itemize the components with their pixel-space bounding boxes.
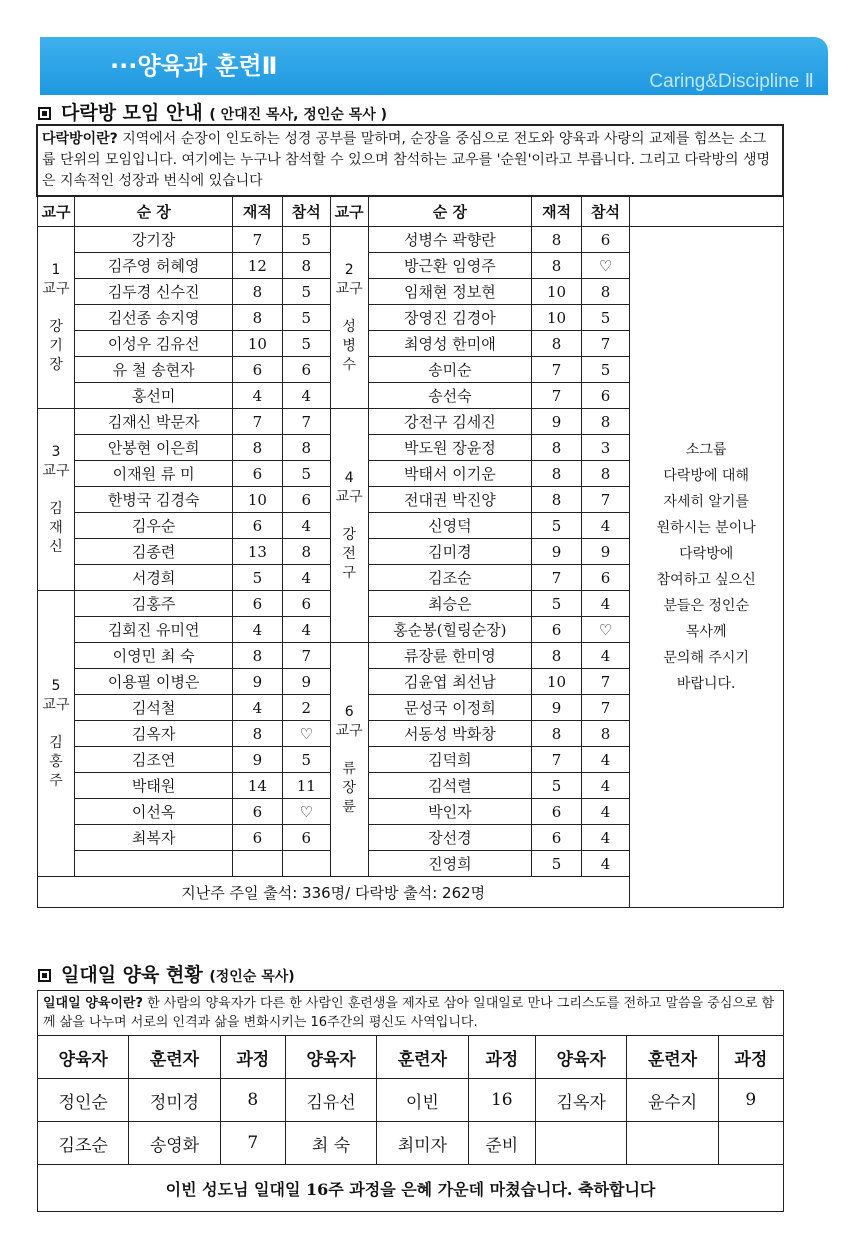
district-label: 1 교구 강 기 장 — [37, 227, 75, 409]
enrolled-cell: 5 — [532, 513, 582, 539]
attended-cell: 11 — [282, 773, 330, 799]
attended-cell: 8 — [582, 461, 630, 487]
table-cell — [718, 1122, 783, 1165]
leader-cell: 이성우 김유선 — [75, 331, 233, 357]
attended-cell: 7 — [282, 409, 330, 435]
leader-cell — [75, 851, 233, 877]
leader-cell: 김주영 허혜영 — [75, 253, 233, 279]
enrolled-cell: 8 — [532, 643, 582, 669]
table-cell: 정인순 — [38, 1079, 129, 1122]
leader-cell: 신영덕 — [368, 513, 532, 539]
leader-cell: 김두경 신수진 — [75, 279, 233, 305]
enrolled-cell: 4 — [232, 695, 282, 721]
header-row — [37, 196, 783, 227]
table-cell: 최미자 — [377, 1122, 468, 1165]
leader-cell: 박태서 이기운 — [368, 461, 532, 487]
column-header: 교구 — [37, 196, 75, 227]
enrolled-cell: 6 — [232, 799, 282, 825]
enrolled-cell: 7 — [532, 747, 582, 773]
attended-cell: 5 — [582, 357, 630, 383]
enrolled-cell: 8 — [232, 643, 282, 669]
leader-cell: 김재신 박문자 — [75, 409, 233, 435]
intro-text: 한 사람의 양육자가 다른 한 사람인 훈련생을 제자로 삼아 일대일로 만나 그리스도를 전하고 말씀을 중심으로 함께 삶을 나누며 서로의 인격과 삶을 변화시키는 16주간의 평신도 사역입니다. — [43, 996, 775, 1030]
leader-cell: 전대권 박진양 — [368, 487, 532, 513]
column-header: 훈련자 — [627, 1036, 718, 1079]
enrolled-cell: 8 — [532, 331, 582, 357]
attended-cell: 5 — [282, 331, 330, 357]
enrolled-cell: 7 — [232, 227, 282, 253]
column-header: 과정 — [220, 1036, 285, 1079]
attended-cell: 8 — [282, 539, 330, 565]
table-cell: 김조순 — [38, 1122, 129, 1165]
column-header: 양육자 — [285, 1036, 376, 1079]
header-banner — [40, 37, 828, 95]
square-bullet-icon — [38, 107, 51, 120]
attended-cell: 8 — [582, 721, 630, 747]
attended-cell: 5 — [282, 305, 330, 331]
enrolled-cell: 9 — [232, 747, 282, 773]
column-header: 훈련자 — [377, 1036, 468, 1079]
enrolled-cell: 6 — [532, 799, 582, 825]
table-row — [38, 1079, 784, 1122]
enrolled-cell: 5 — [532, 591, 582, 617]
darakbang-intro — [37, 125, 783, 196]
enrolled-cell: 8 — [532, 227, 582, 253]
leader-cell: 김우순 — [75, 513, 233, 539]
enrolled-cell: 12 — [232, 253, 282, 279]
attended-cell: 7 — [582, 669, 630, 695]
leader-cell: 송선숙 — [368, 383, 532, 409]
attended-cell: 9 — [582, 539, 630, 565]
enrolled-cell: 8 — [532, 487, 582, 513]
leader-cell: 장선경 — [368, 825, 532, 851]
attended-cell: 4 — [282, 565, 330, 591]
leader-cell: 홍선미 — [75, 383, 233, 409]
attended-cell: 4 — [582, 851, 630, 877]
enrolled-cell: 13 — [232, 539, 282, 565]
attended-cell: 6 — [582, 383, 630, 409]
leader-cell: 문성국 이정희 — [368, 695, 532, 721]
enrolled-cell: 14 — [232, 773, 282, 799]
table-cell: 9 — [718, 1079, 783, 1122]
leader-cell: 방근환 임영주 — [368, 253, 532, 279]
leader-cell: 이재원 류 미 — [75, 461, 233, 487]
enrolled-cell: 8 — [232, 305, 282, 331]
enrolled-cell: 7 — [532, 565, 582, 591]
enrolled-cell: 8 — [232, 435, 282, 461]
leader-cell: 송미순 — [368, 357, 532, 383]
column-header: 과정 — [468, 1036, 536, 1079]
column-header: 순 장 — [368, 196, 532, 227]
leader-cell: 진영희 — [368, 851, 532, 877]
page-title: ···양육과 훈련Ⅱ — [110, 52, 278, 80]
leader-cell: 김선종 송지영 — [75, 305, 233, 331]
leader-cell: 최영성 한미애 — [368, 331, 532, 357]
section-darakbang-heading — [38, 98, 387, 125]
square-bullet-icon — [38, 969, 51, 982]
enrolled-cell: 6 — [532, 617, 582, 643]
attended-cell: 8 — [282, 253, 330, 279]
attended-cell: 4 — [582, 643, 630, 669]
leader-cell: 안봉현 이은희 — [75, 435, 233, 461]
attended-cell: 4 — [582, 773, 630, 799]
table-cell: 정미경 — [129, 1079, 220, 1122]
attended-cell: 6 — [282, 357, 330, 383]
attended-cell: 4 — [282, 513, 330, 539]
leader-cell: 김조연 — [75, 747, 233, 773]
attended-cell: 6 — [282, 487, 330, 513]
enrolled-cell: 7 — [232, 409, 282, 435]
enrolled-cell: 8 — [532, 253, 582, 279]
leader-cell: 이선옥 — [75, 799, 233, 825]
enrolled-cell: 10 — [532, 669, 582, 695]
attended-cell — [282, 851, 330, 877]
district-label: 5 교구 김 홍 주 — [37, 591, 75, 877]
enrolled-cell: 8 — [232, 279, 282, 305]
section-pastor: (정인순 목사) — [209, 969, 295, 985]
attended-cell: 5 — [282, 461, 330, 487]
table-cell: 윤수지 — [627, 1079, 718, 1122]
enrolled-cell: 8 — [232, 721, 282, 747]
table-cell — [627, 1122, 718, 1165]
table-cell: 준비 — [468, 1122, 536, 1165]
leader-cell: 장영진 김경아 — [368, 305, 532, 331]
column-header: 양육자 — [536, 1036, 627, 1079]
intro-label: 일대일 양육이란? — [43, 996, 143, 1011]
attended-cell: 4 — [582, 513, 630, 539]
attended-cell: 6 — [282, 825, 330, 851]
intro-text: 지역에서 순장이 인도하는 성경 공부를 말하며, 순장을 중심으로 전도와 양육과 사랑의 교제를 힘쓰는 소그룹 단위의 모임입니다. 여기에는 누구나 참석할 수 있으며 참석하는 교우를 '순원'이라고 부릅니다. 그리고 다락방의 생명은 지속적인 성장과 번식에 있습니다 — [42, 131, 771, 189]
enrolled-cell: 9 — [532, 539, 582, 565]
enrolled-cell: 7 — [532, 383, 582, 409]
attended-cell: 7 — [582, 487, 630, 513]
enrolled-cell: 9 — [232, 669, 282, 695]
column-header: 순 장 — [75, 196, 233, 227]
enrolled-cell: 7 — [532, 357, 582, 383]
column-header-blank — [629, 196, 783, 227]
attended-cell: 6 — [582, 227, 630, 253]
leader-cell: 서경희 — [75, 565, 233, 591]
leader-cell: 김미경 — [368, 539, 532, 565]
column-header: 교구 — [330, 196, 368, 227]
enrolled-cell: 10 — [532, 279, 582, 305]
leader-cell: 이용필 이병은 — [75, 669, 233, 695]
enrolled-cell: 8 — [532, 721, 582, 747]
leader-cell: 김옥자 — [75, 721, 233, 747]
table-row — [38, 1122, 784, 1165]
column-header: 참석 — [282, 196, 330, 227]
leader-cell: 임채현 정보현 — [368, 279, 532, 305]
page-subtitle-en: Caring&Discipline Ⅱ — [649, 71, 814, 92]
header-row — [38, 1036, 784, 1079]
table-cell: 김옥자 — [536, 1079, 627, 1122]
enrolled-cell: 4 — [232, 617, 282, 643]
attended-cell: 6 — [582, 565, 630, 591]
congratulation-note: 이빈 성도님 일대일 16주 과정을 은혜 가운데 마쳤습니다. 축하합니다 — [38, 1165, 784, 1212]
table-cell: 최 숙 — [285, 1122, 376, 1165]
leader-cell: 홍순봉(힐링순장) — [368, 617, 532, 643]
table-cell: 이빈 — [377, 1079, 468, 1122]
table-cell: 김유선 — [285, 1079, 376, 1122]
leader-cell: 류장륜 한미영 — [368, 643, 532, 669]
leader-cell: 김조순 — [368, 565, 532, 591]
attended-cell: 5 — [282, 279, 330, 305]
enrolled-cell: 6 — [232, 591, 282, 617]
attended-cell: 3 — [582, 435, 630, 461]
attended-cell: 5 — [282, 227, 330, 253]
section-onetoone-heading — [38, 960, 295, 987]
attended-cell: 7 — [282, 643, 330, 669]
leader-cell: 한병국 김경숙 — [75, 487, 233, 513]
section-title: 다락방 모임 안내 — [61, 102, 203, 124]
leader-cell: 김석철 — [75, 695, 233, 721]
attended-cell: 5 — [582, 305, 630, 331]
enrolled-cell: 10 — [232, 331, 282, 357]
table-cell: 송영화 — [129, 1122, 220, 1165]
attended-cell: ♡ — [282, 721, 330, 747]
table-cell: 7 — [220, 1122, 285, 1165]
attended-cell: 8 — [282, 435, 330, 461]
enrolled-cell: 8 — [532, 461, 582, 487]
enrolled-cell: 8 — [532, 435, 582, 461]
attended-cell: ♡ — [582, 617, 630, 643]
leader-cell: 박도원 장윤정 — [368, 435, 532, 461]
enrolled-cell: 6 — [532, 825, 582, 851]
footer-row — [38, 1165, 784, 1212]
enrolled-cell: 6 — [232, 461, 282, 487]
enrolled-cell: 6 — [232, 357, 282, 383]
attended-cell: 2 — [282, 695, 330, 721]
table-row — [37, 227, 783, 253]
leader-cell: 김석렬 — [368, 773, 532, 799]
section-title: 일대일 양육 현황 — [61, 964, 203, 986]
leader-cell: 김회진 유미연 — [75, 617, 233, 643]
attendance-summary: 지난주 주일 출석: 336명/ 다락방 출석: 262명 — [37, 877, 629, 908]
attended-cell: 7 — [582, 331, 630, 357]
leader-cell: 김덕희 — [368, 747, 532, 773]
attended-cell: 8 — [582, 279, 630, 305]
district-label: 3 교구 김 재 신 — [37, 409, 75, 591]
column-header: 재적 — [232, 196, 282, 227]
leader-cell: 강전구 김세진 — [368, 409, 532, 435]
table-cell: 16 — [468, 1079, 536, 1122]
enrolled-cell: 10 — [532, 305, 582, 331]
leader-cell: 최복자 — [75, 825, 233, 851]
column-header: 과정 — [718, 1036, 783, 1079]
column-header: 양육자 — [38, 1036, 129, 1079]
section-pastors: ( 안대진 목사, 정인순 목사 ) — [209, 107, 388, 123]
enrolled-cell — [232, 851, 282, 877]
leader-cell: 서동성 박화창 — [368, 721, 532, 747]
attended-cell: 4 — [582, 825, 630, 851]
side-note: 소그룹 다락방에 대해 자세히 알기를 원하시는 분이나 다락방에 참여하고 싶으신 분들은 정인순 목사께 문의해 주시기 바랍니다. — [629, 227, 783, 908]
district-label: 6 교구 류 장 륜 — [330, 643, 368, 877]
enrolled-cell: 10 — [232, 487, 282, 513]
table-cell — [536, 1122, 627, 1165]
enrolled-cell: 5 — [532, 773, 582, 799]
attended-cell: 4 — [582, 799, 630, 825]
leader-cell: 강기장 — [75, 227, 233, 253]
leader-cell: 성병수 곽향란 — [368, 227, 532, 253]
enrolled-cell: 9 — [532, 409, 582, 435]
enrolled-cell: 9 — [532, 695, 582, 721]
attended-cell: 8 — [582, 409, 630, 435]
enrolled-cell: 4 — [232, 383, 282, 409]
leader-cell: 박태원 — [75, 773, 233, 799]
leader-cell: 김홍주 — [75, 591, 233, 617]
leader-cell: 박인자 — [368, 799, 532, 825]
attended-cell: ♡ — [282, 799, 330, 825]
column-header: 재적 — [532, 196, 582, 227]
enrolled-cell: 5 — [232, 565, 282, 591]
district-label: 4 교구 강 전 구 — [330, 409, 368, 643]
enrolled-cell: 5 — [532, 851, 582, 877]
attended-cell: 4 — [582, 747, 630, 773]
leader-cell: 김종련 — [75, 539, 233, 565]
attended-cell: ♡ — [582, 253, 630, 279]
leader-cell: 김윤엽 최선남 — [368, 669, 532, 695]
attended-cell: 4 — [582, 591, 630, 617]
leader-cell: 유 철 송현자 — [75, 357, 233, 383]
darakbang-table — [36, 124, 784, 908]
enrolled-cell: 6 — [232, 513, 282, 539]
intro-label: 다락방이란? — [42, 131, 118, 147]
attended-cell: 5 — [282, 747, 330, 773]
attended-cell: 6 — [282, 591, 330, 617]
onetoone-intro — [38, 991, 784, 1036]
column-header: 훈련자 — [129, 1036, 220, 1079]
table-cell: 8 — [220, 1079, 285, 1122]
enrolled-cell: 6 — [232, 825, 282, 851]
attended-cell: 7 — [582, 695, 630, 721]
column-header: 참석 — [582, 196, 630, 227]
leader-cell: 이영민 최 숙 — [75, 643, 233, 669]
leader-cell: 최승은 — [368, 591, 532, 617]
district-label: 2 교구 성 병 수 — [330, 227, 368, 409]
attended-cell: 9 — [282, 669, 330, 695]
attended-cell: 4 — [282, 617, 330, 643]
attended-cell: 4 — [282, 383, 330, 409]
onetoone-table — [37, 990, 784, 1212]
